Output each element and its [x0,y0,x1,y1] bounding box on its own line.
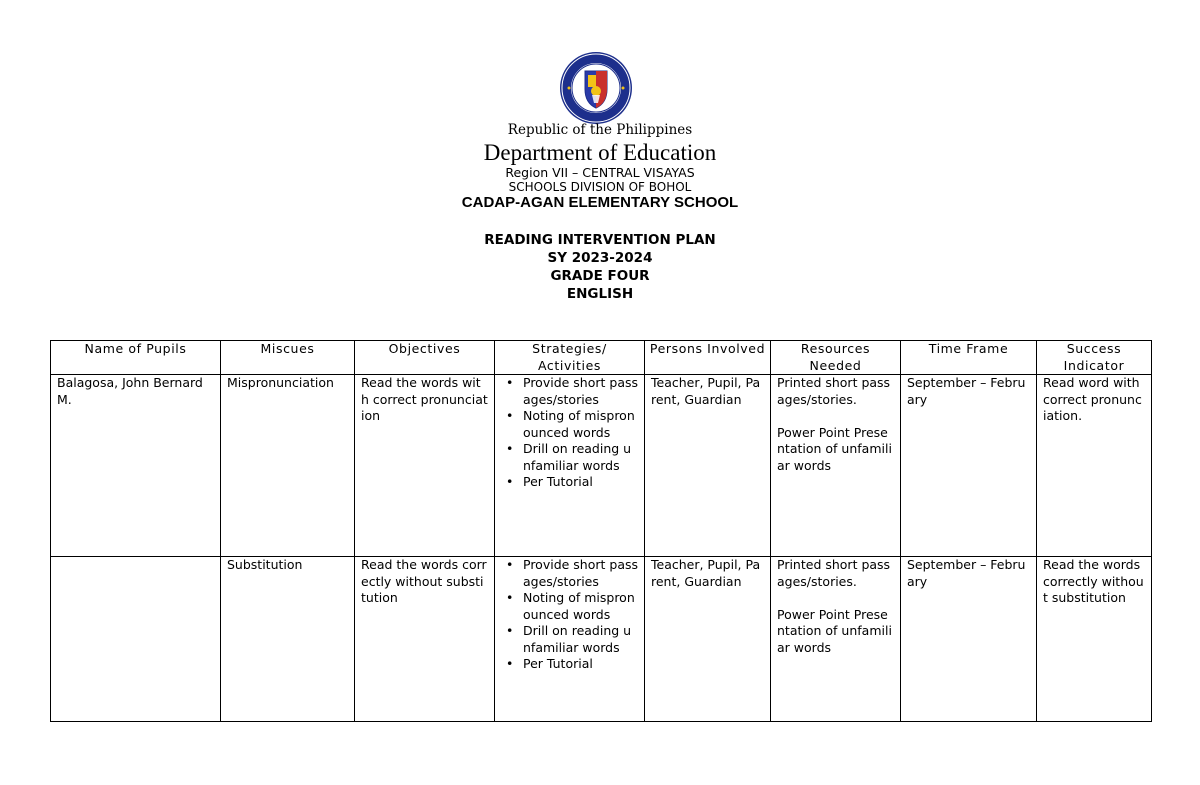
resources-cell [771,557,901,722]
column-header: Miscues [221,341,355,375]
resource-item: Power Point Presentation of unfamiliar words [777,424,892,473]
resources-cell [771,375,901,557]
list-item: • Per Tutorial [523,656,638,673]
miscue-cell: Mispronunciation [221,375,355,557]
column-header: Persons Involved [645,341,771,375]
column-header: Time Frame [901,341,1037,375]
table-header-row [51,341,1152,375]
school-name: CADAP-AGAN ELEMENTARY SCHOOL [461,194,739,211]
subject: ENGLISH [566,286,634,302]
plan-title-block [0,231,1200,303]
plan-title: READING INTERVENTION PLAN [484,232,716,248]
column-header: Strategies/ Activities [495,341,645,375]
strategies-cell [495,375,645,557]
objective-cell: Read the words correctly without substitution [355,557,495,722]
column-header: Name of Pupils [51,341,221,375]
list-item: • Provide short passages/stories [523,375,638,408]
resource-item: Printed short passages/stories. [777,375,891,407]
column-header: Resources Needed [771,341,901,375]
column-header: Objectives [355,341,495,375]
resource-item: Power Point Presentation of unfamiliar words [777,606,892,655]
time-frame-cell: September – February [901,557,1037,722]
success-indicator-cell: Read word with correct pronunciation. [1037,375,1152,557]
table-row [51,557,1152,722]
success-indicator-cell: Read the words correctly without substitution [1037,557,1152,722]
department-title: Department of Education [483,140,717,165]
miscue-cell: Substitution [221,557,355,722]
resource-item: Printed short passages/stories. [777,557,891,589]
time-frame-cell: September – February [901,375,1037,557]
strategies-list [501,557,638,673]
deped-seal-logo [559,51,633,125]
list-item: • Drill on reading unfamiliar words [523,623,638,656]
school-year: SY 2023-2024 [547,250,653,266]
persons-cell: Teacher, Pupil, Parent, Guardian [645,375,771,557]
persons-cell: Teacher, Pupil, Parent, Guardian [645,557,771,722]
column-header: Success Indicator [1037,341,1152,375]
strategies-cell [495,557,645,722]
objective-cell: Read the words with correct pronunciation [355,375,495,557]
list-item: • Noting of mispronounced words [523,590,638,623]
list-item: • Per Tutorial [523,474,638,491]
region-label: Region VII – CENTRAL VISAYAS [505,165,695,180]
grade-level: GRADE FOUR [550,268,650,284]
table-row [51,375,1152,557]
list-item: • Noting of mispronounced words [523,408,638,441]
pupil-name-cell: Balagosa, John Bernard M. [51,375,221,557]
division-label: SCHOOLS DIVISION OF BOHOL [508,180,692,194]
republic-label: Republic of the Philippines [507,122,693,138]
list-item: • Drill on reading unfamiliar words [523,441,638,474]
intervention-table [50,340,1152,722]
list-item: • Provide short passages/stories [523,557,638,590]
strategies-list [501,375,638,491]
pupil-name-cell [51,557,221,722]
